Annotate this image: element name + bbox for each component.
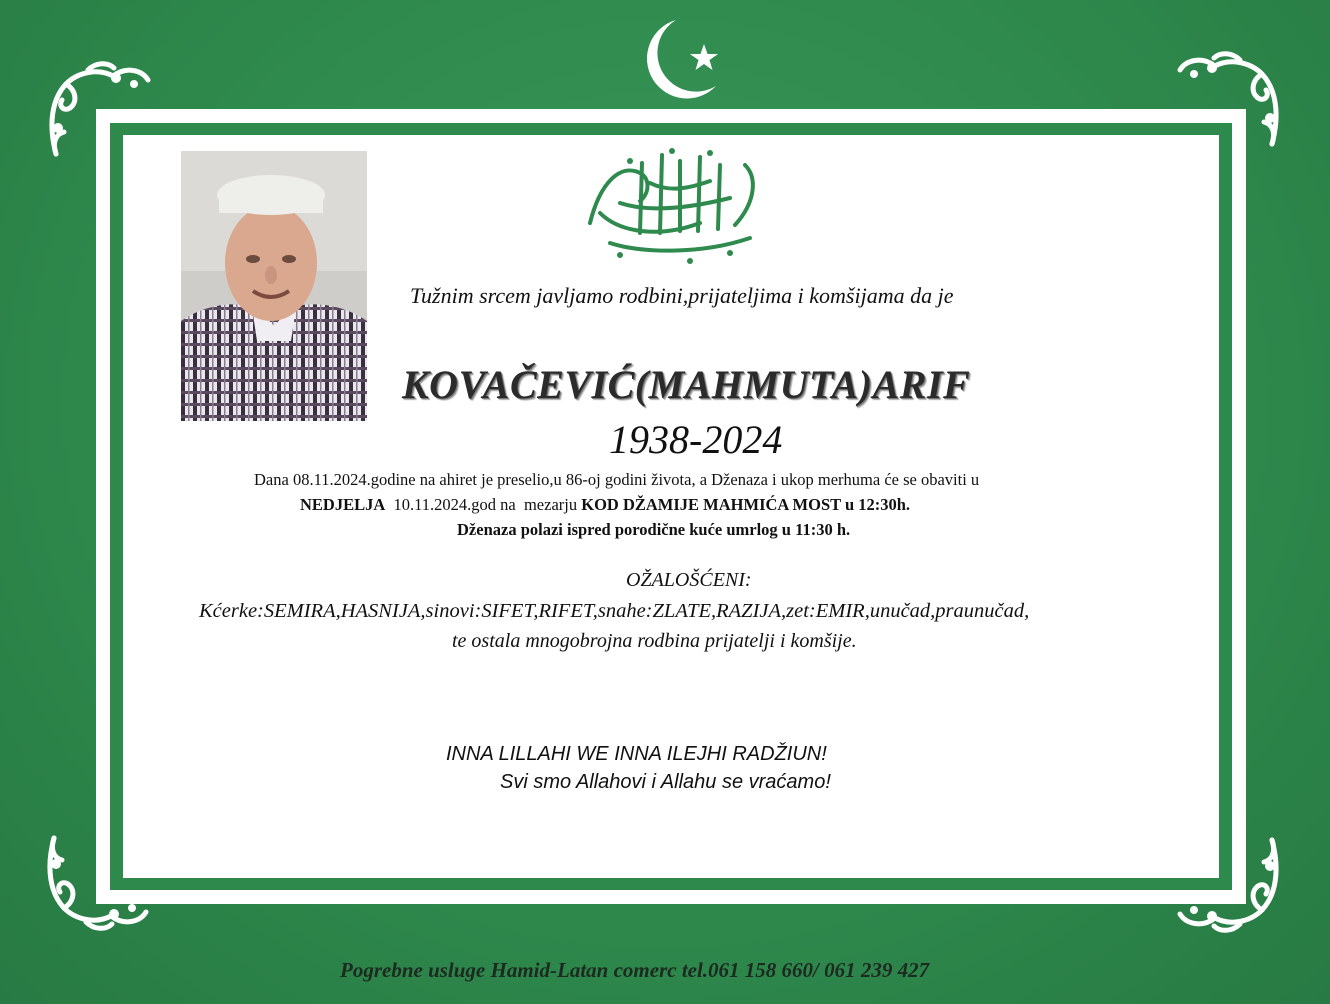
- life-years: 1938-2024: [609, 417, 783, 462]
- funeral-day: NEDJELJA: [300, 495, 386, 514]
- portrait-photo: [181, 151, 367, 421]
- funeral-details-line3: Dženaza polazi ispred porodične kuće umrlog u 11:30 h.: [457, 520, 851, 539]
- floral-ornament-icon: [36, 828, 154, 938]
- funeral-details-line2: [300, 495, 910, 515]
- mourners-others: te ostala mnogobrojna rodbina prijatelji i komšije.: [452, 630, 857, 652]
- intro-text: Tužnim srcem javljamo rodbini,prijateljima i komšijama da je: [410, 283, 954, 308]
- floral-ornament-icon: [38, 54, 156, 164]
- prayer-arabic: INNA LILLAHI WE INNA ILEJHI RADŽIUN!: [446, 743, 827, 765]
- deceased-name: KOVAČEVIĆ(MAHMUTA)ARIF: [402, 362, 971, 407]
- floral-ornament-icon: [1172, 44, 1290, 154]
- floral-ornament-icon: [1172, 830, 1290, 940]
- funeral-place: KOD DŽAMIJE MAHMIĆA MOST u 12:30h.: [581, 495, 911, 514]
- funeral-date: 10.11.2024.god na mezarju: [385, 495, 582, 514]
- arabic-calligraphy-icon: [580, 143, 770, 268]
- mourners-list: Kćerke:SEMIRA,HASNIJA,sinovi:SIFET,RIFET,snahe:ZLATE,RAZIJA,zet:EMIR,unučad,praunučad,: [199, 600, 1030, 622]
- funeral-details-line1: Dana 08.11.2024.godine na ahiret je preselio,u 86-oj godini života, a Dženaza i ukop merhuma će se obaviti u: [254, 470, 980, 489]
- mourners-heading: OŽALOŠĆENI:: [626, 569, 752, 591]
- funeral-service-footer: Pogrebne usluge Hamid-Latan comerc tel.061 158 660/ 061 239 427: [340, 958, 930, 982]
- prayer-translation: Svi smo Allahovi i Allahu se vraćamo!: [500, 771, 831, 793]
- crescent-star-icon: [636, 14, 730, 104]
